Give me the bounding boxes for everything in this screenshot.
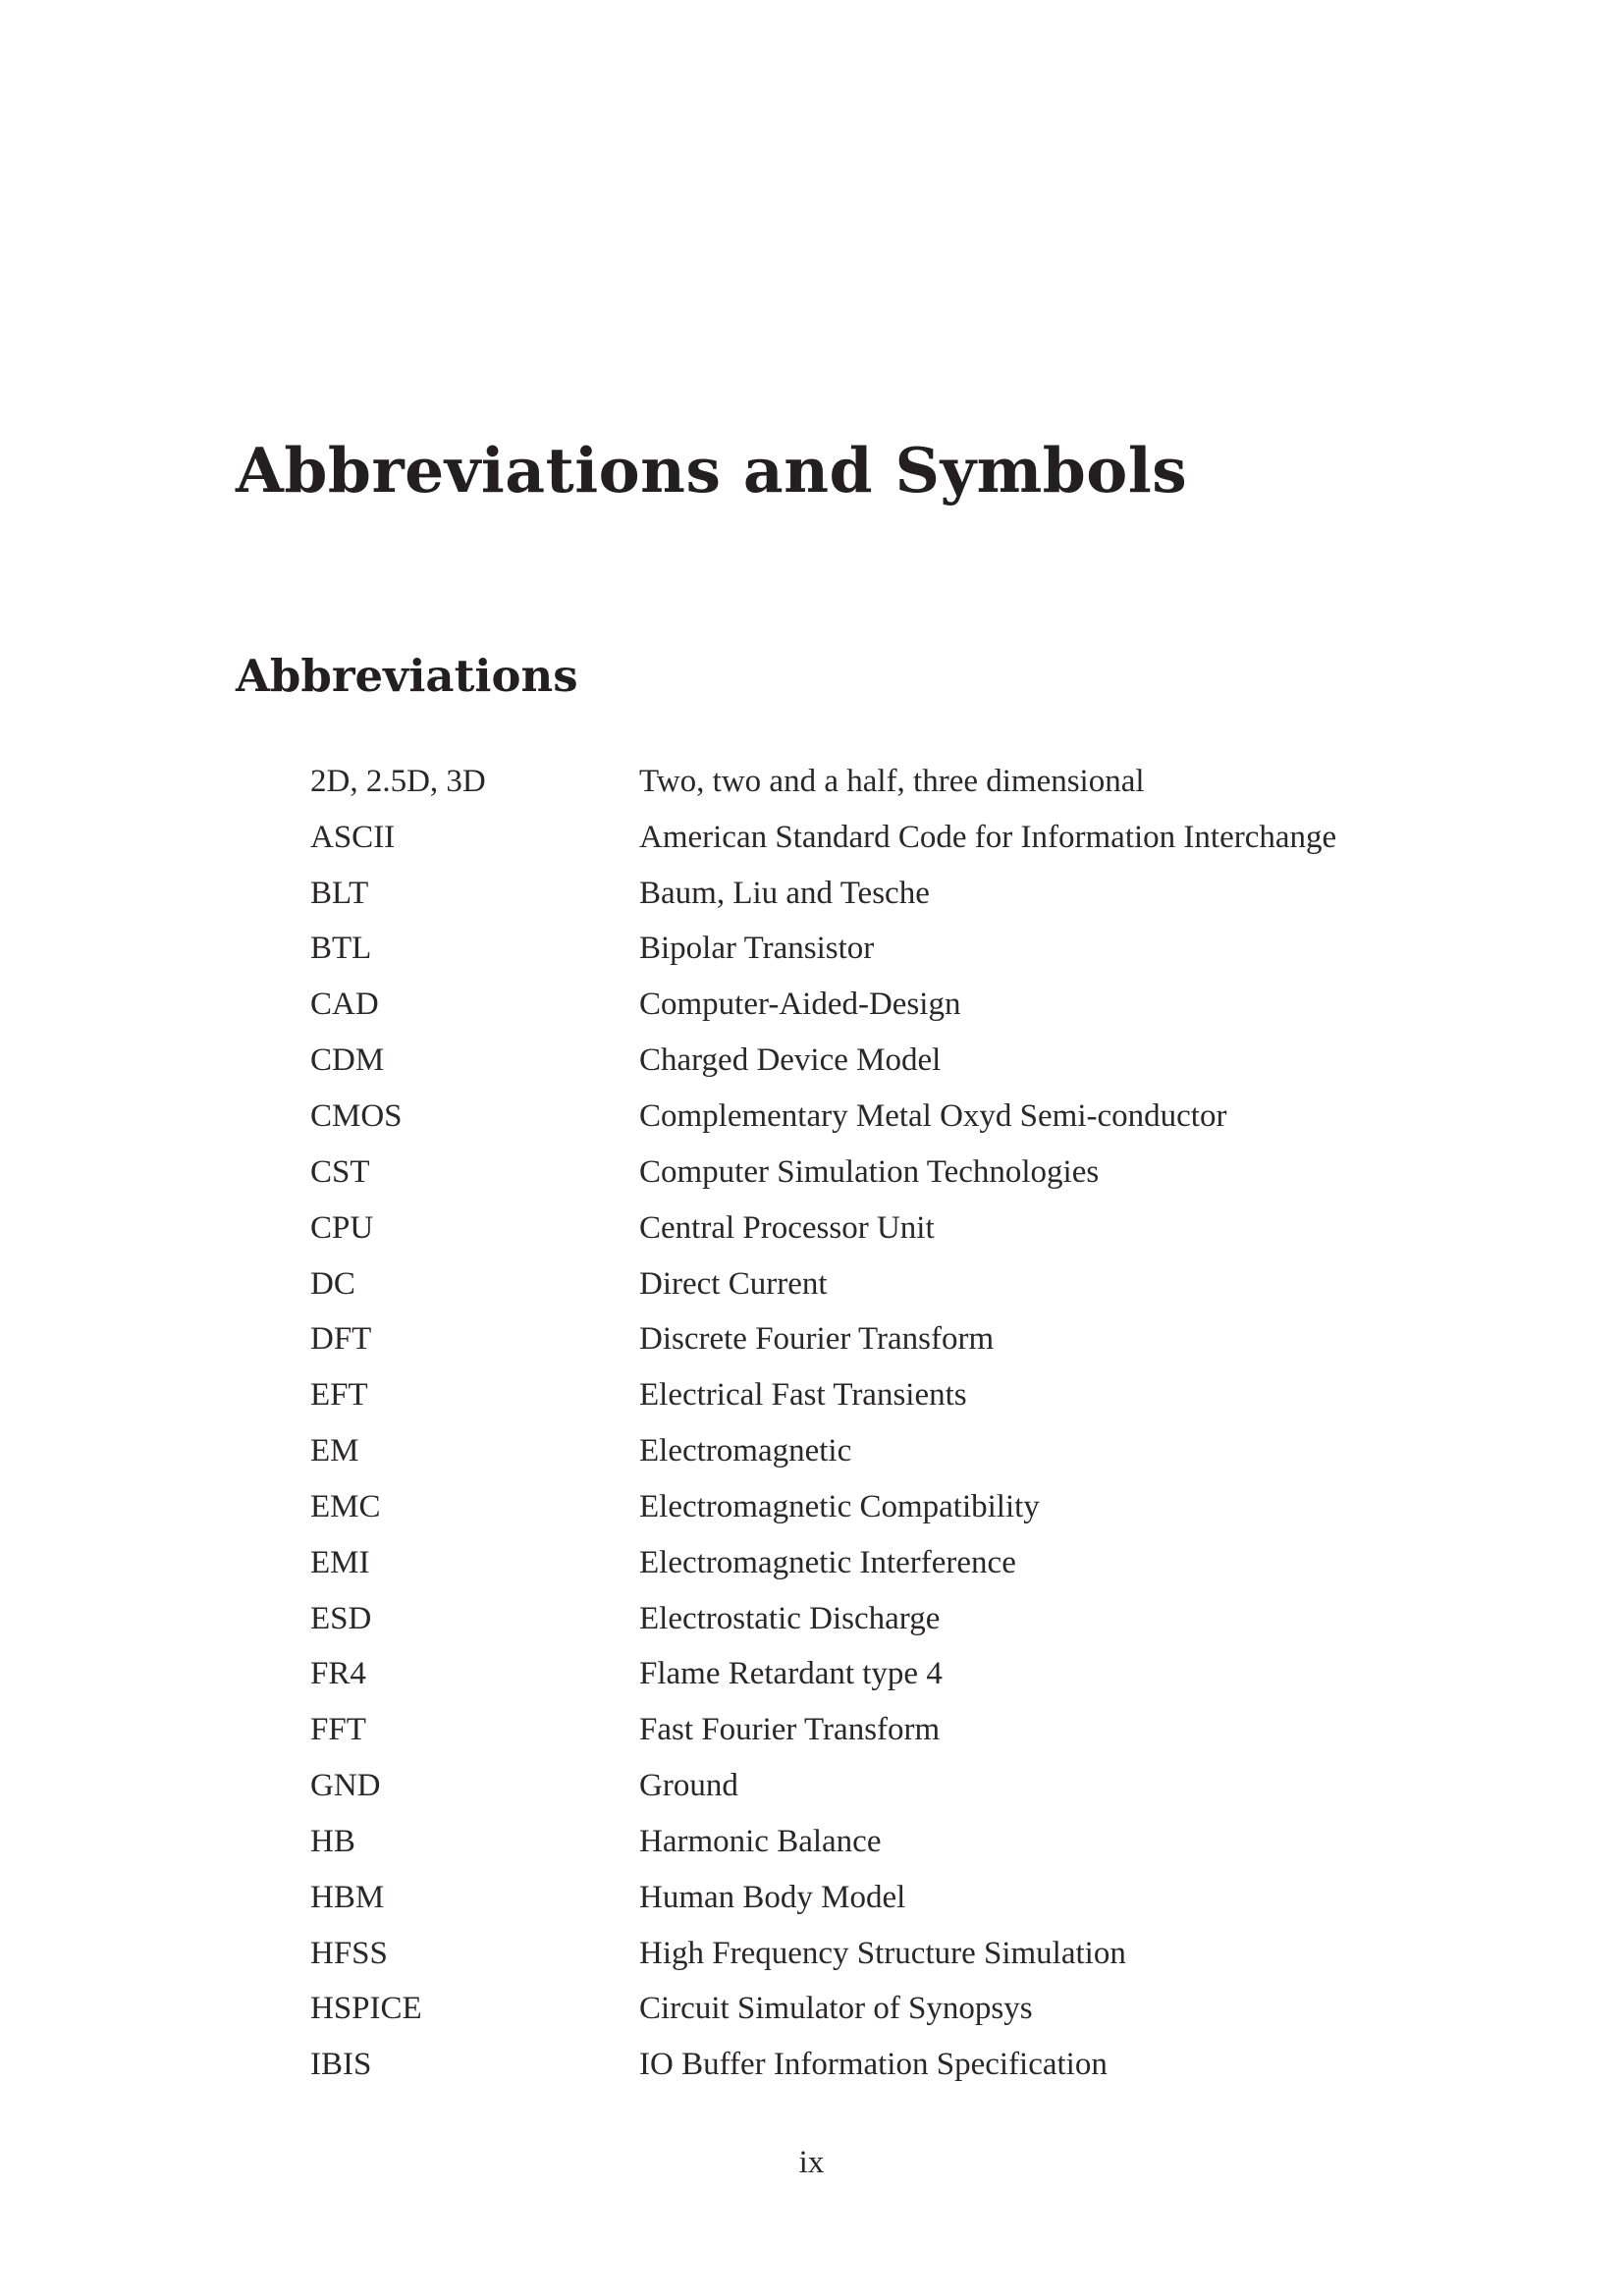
abbreviation-term: CMOS [310,1097,403,1134]
abbreviation-row [310,866,1488,922]
abbreviation-definition: Harmonic Balance [639,1823,882,1859]
abbreviation-definition: Electrical Fast Transients [639,1377,967,1414]
abbreviation-row [310,1145,1488,1201]
abbreviation-row [310,1311,1488,1367]
abbreviation-term: 2D, 2.5D, 3D [310,763,486,799]
abbreviation-term: EM [310,1433,359,1469]
abbreviation-row [310,1535,1488,1591]
abbreviation-term: HB [310,1823,355,1859]
abbreviation-term: HFSS [310,1935,388,1971]
abbreviation-term: DC [310,1265,355,1302]
abbreviation-row [310,2037,1488,2093]
abbreviation-row [310,977,1488,1033]
abbreviation-row [310,754,1488,810]
abbreviation-row [310,1089,1488,1145]
abbreviation-definition: American Standard Code for Information Interchange [639,819,1337,855]
abbreviation-term: CST [310,1153,370,1190]
abbreviation-term: ASCII [310,819,396,855]
abbreviation-definition: Electromagnetic Interference [639,1544,1016,1580]
abbreviation-row [310,1479,1488,1535]
abbreviation-definition: Flame Retardant type 4 [639,1656,943,1692]
abbreviation-definition: Discrete Fourier Transform [639,1321,995,1358]
abbreviation-list [310,754,1488,2093]
abbreviation-row [310,1647,1488,1703]
abbreviation-term: HSPICE [310,1991,422,2027]
abbreviation-definition: Complementary Metal Oxyd Semi-conductor [639,1097,1227,1134]
abbreviation-term: EMC [310,1488,381,1524]
abbreviation-row [310,1814,1488,1870]
abbreviation-row [310,1201,1488,1256]
section-title: Abbreviations [236,650,578,702]
abbreviation-term: BLT [310,875,369,911]
abbreviation-term: FFT [310,1712,366,1748]
abbreviation-row [310,1423,1488,1479]
abbreviation-term: BTL [310,931,372,967]
abbreviation-term: DFT [310,1321,372,1358]
abbreviation-term: EMI [310,1544,370,1580]
abbreviation-definition: Charged Device Model [639,1042,942,1079]
abbreviation-row [310,1702,1488,1758]
abbreviation-term: FR4 [310,1656,366,1692]
abbreviation-term: HBM [310,1879,385,1915]
abbreviation-term: EFT [310,1377,368,1414]
abbreviation-definition: Electromagnetic Compatibility [639,1488,1040,1524]
abbreviation-row [310,1033,1488,1089]
abbreviation-definition: Human Body Model [639,1879,906,1915]
abbreviation-row [310,922,1488,978]
abbreviation-definition: High Frequency Structure Simulation [639,1935,1126,1971]
abbreviation-definition: Direct Current [639,1265,828,1302]
abbreviation-term: ESD [310,1600,372,1636]
abbreviation-row [310,1982,1488,2038]
abbreviation-row [310,1870,1488,1926]
abbreviation-definition: Central Processor Unit [639,1209,935,1246]
abbreviation-row [310,1367,1488,1423]
abbreviation-row [310,1256,1488,1312]
abbreviation-definition: Baum, Liu and Tesche [639,875,930,911]
abbreviation-definition: Ground [639,1768,738,1804]
abbreviation-term: GND [310,1768,381,1804]
abbreviation-definition: Bipolar Transistor [639,931,875,967]
abbreviation-definition: Computer-Aided-Design [639,987,961,1023]
abbreviation-row [310,1758,1488,1814]
abbreviation-term: CDM [310,1042,385,1079]
abbreviation-row [310,1591,1488,1647]
abbreviation-definition: Electromagnetic [639,1433,852,1469]
abbreviation-term: IBIS [310,2047,372,2083]
abbreviation-term: CPU [310,1209,374,1246]
abbreviation-row [310,810,1488,866]
abbreviation-definition: Two, two and a half, three dimensional [639,763,1145,799]
abbreviation-definition: Fast Fourier Transform [639,1712,941,1748]
abbreviation-definition: Computer Simulation Technologies [639,1153,1100,1190]
abbreviation-row [310,1926,1488,1982]
chapter-title: Abbreviations and Symbols [236,434,1188,507]
abbreviation-definition: Electrostatic Discharge [639,1600,941,1636]
abbreviation-definition: Circuit Simulator of Synopsys [639,1991,1033,2027]
page-number: ix [798,2145,825,2180]
abbreviation-term: CAD [310,987,379,1023]
abbreviation-definition: IO Buffer Information Specification [639,2047,1108,2083]
